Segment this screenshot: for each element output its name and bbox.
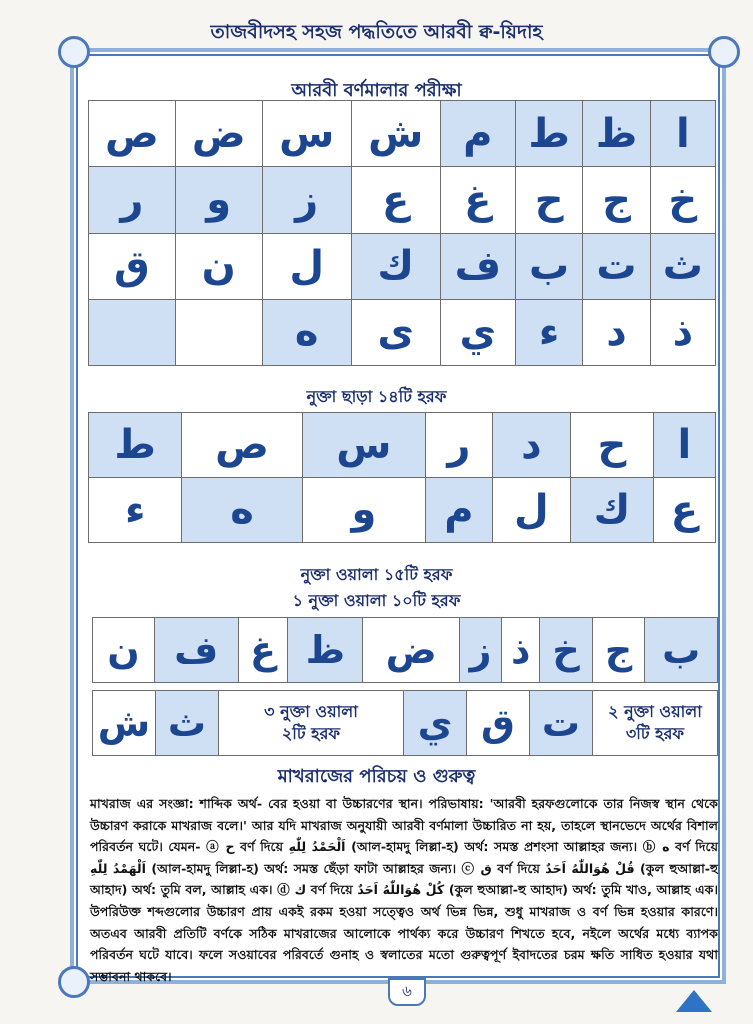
letter-cell: ء bbox=[89, 478, 182, 543]
section-title-dotted: নুক্তা ওয়ালা ১৫টি হরফ bbox=[300, 565, 453, 584]
alphabet-table bbox=[88, 100, 716, 366]
book-header: তাজবীদসহ সহজ পদ্ধতিতে আরবী ক্ব-য়িদাহ bbox=[210, 21, 543, 43]
letter-cell: ء bbox=[515, 299, 582, 365]
letter-cell: و bbox=[302, 478, 425, 543]
label-line: ২টি হরফ bbox=[281, 724, 341, 743]
letter-cell: ن bbox=[175, 233, 262, 299]
letter-cell: ط bbox=[515, 101, 582, 167]
corner-ornament bbox=[58, 36, 90, 68]
letter-cell: ش bbox=[93, 691, 156, 756]
letter-cell: س bbox=[302, 413, 425, 478]
letter-cell: ي bbox=[440, 299, 515, 365]
table-row bbox=[93, 618, 718, 683]
label-line: ২ নুক্তা ওয়ালা bbox=[608, 702, 702, 721]
letter-cell bbox=[175, 299, 262, 365]
letter-cell: ط bbox=[89, 413, 182, 478]
letter-cell: غ bbox=[440, 167, 515, 233]
letter-cell: م bbox=[440, 101, 515, 167]
letter-cell: ه bbox=[182, 478, 302, 543]
letter-cell: ل bbox=[262, 233, 351, 299]
corner-ornament bbox=[708, 36, 740, 68]
letter-cell: ق bbox=[467, 691, 530, 756]
table-row bbox=[89, 299, 716, 365]
letter-cell: ش bbox=[351, 101, 440, 167]
letter-cell: ظ bbox=[288, 618, 363, 683]
letter-cell: ح bbox=[571, 413, 654, 478]
label-line: ৩ নুক্তা ওয়ালা bbox=[264, 702, 358, 721]
letter-cell: ج bbox=[592, 618, 645, 683]
no-dot-letters-table bbox=[88, 412, 716, 543]
letter-cell: ص bbox=[182, 413, 302, 478]
letter-cell bbox=[89, 299, 176, 365]
table-row bbox=[89, 233, 716, 299]
table-row bbox=[89, 167, 716, 233]
letter-cell: ى bbox=[351, 299, 440, 365]
letter-cell: ل bbox=[492, 478, 570, 543]
letter-cell: ه bbox=[262, 299, 351, 365]
table-row bbox=[89, 413, 716, 478]
letter-cell: ذ bbox=[650, 299, 715, 365]
letter-cell: ت bbox=[530, 691, 593, 756]
multi-dot-letters-table bbox=[92, 690, 718, 756]
three-dot-label bbox=[219, 691, 404, 756]
letter-cell: ذ bbox=[502, 618, 540, 683]
letter-cell: ف bbox=[440, 233, 515, 299]
letter-cell: ا bbox=[653, 413, 715, 478]
letter-cell: ا bbox=[650, 101, 715, 167]
table-row bbox=[89, 101, 716, 167]
letter-cell: ك bbox=[571, 478, 654, 543]
letter-cell: س bbox=[262, 101, 351, 167]
letter-cell: ي bbox=[404, 691, 467, 756]
letter-cell: ز bbox=[459, 618, 501, 683]
letter-cell: ن bbox=[93, 618, 155, 683]
table-row bbox=[89, 478, 716, 543]
letter-cell: ض bbox=[175, 101, 262, 167]
letter-cell: ح bbox=[515, 167, 582, 233]
letter-cell: ك bbox=[351, 233, 440, 299]
letter-cell: ف bbox=[154, 618, 238, 683]
letter-cell: د bbox=[492, 413, 570, 478]
letter-cell: و bbox=[175, 167, 262, 233]
letter-cell: خ bbox=[650, 167, 715, 233]
letter-cell: ظ bbox=[583, 101, 650, 167]
publisher-logo bbox=[676, 990, 712, 1012]
letter-cell: غ bbox=[238, 618, 288, 683]
section-title-makhraj: মাখরাজের পরিচয় ও গুরুত্ব bbox=[277, 766, 476, 787]
letter-cell: ث bbox=[650, 233, 715, 299]
letter-cell: ج bbox=[583, 167, 650, 233]
letter-cell: خ bbox=[540, 618, 593, 683]
section-subtitle-one-dot: ১ নুক্তা ওয়ালা ১০টি হরফ bbox=[292, 591, 461, 610]
letter-cell: ع bbox=[351, 167, 440, 233]
letter-cell: د bbox=[583, 299, 650, 365]
corner-ornament bbox=[58, 966, 90, 998]
label-line: ৩টি হরফ bbox=[625, 724, 685, 743]
letter-cell: ق bbox=[89, 233, 176, 299]
letter-cell: ر bbox=[89, 167, 176, 233]
letter-cell: م bbox=[426, 478, 493, 543]
letter-cell: ب bbox=[515, 233, 582, 299]
page-number: ৬ bbox=[388, 978, 426, 1006]
letter-cell: ص bbox=[89, 101, 176, 167]
one-dot-letters-table bbox=[92, 617, 718, 683]
makhraj-paragraph: মাখরাজ এর সংজ্ঞা: শাব্দিক অর্থ- বের হওয়া বা উচ্চারণের স্থান। পরিভাষায়: 'আরবী হরফগুলোকে তার নিজস্ব স্থান থেকে উচ্চারণ করাকে মাখরাজ বলে।' আর যদি মাখরাজ অনুযায়ী আরবী বর্ণমালা উচ্চারিত না হয়, তাহলে স্থানভেদে অর্থের বিশাল পরিবর্তন ঘটে। যেমন- ⓐ ح বর্ণ দিয়ে اَلْحَمْدُ لِلّٰهِ (আল-হামদু লিল্লা-হ) অর্থ: সমস্ত প্রশংসা আল্লাহর জন্য। ⓑ ه বর্ণ দিয়ে اَلْهَمْدُ لِلّٰهِ (আল-হামদু লিল্লা-হ) অর্থ: সমস্ত ছেঁড়া ফাটা আল্লাহর জন্য। ⓒ ق বর্ণ দিয়ে قُلْ هُوَاللّٰهُ اَحَدٌ (কুল হুআল্লা-হু আহাদ) অর্থ: তুমি বল, আল্লাহ এক। ⓓ ك বর্ণ দিয়ে كُلْ هُوَاللّٰهُ اَحَدٌ (কুল হুআল্লা-হু আহাদ) অর্থ: তুমি খাও, আল্লাহ এক। উপরিউক্ত শব্দগুলোর উচ্চারণ প্রায় একই রকম হওয়া সত্ত্বেও অর্থ ভিন্ন ভিন্ন, শুধু মাখরাজ ও বর্ণ ভিন্ন হওয়ার কারণে। অতএব আরবী প্রতিটি বর্ণকে সঠিক মাখরাজের আলোকে পার্থক্য করে উচ্চারণ শিখতে হবে, নইলে অর্থের মধ্যে ব্যাপক পরিবর্তন ঘটে যাবে। ফলে সওয়াবের পরিবর্তে গুনাহ ও স্বলাতের মতো গুরুত্বপূর্ণ ইবাদতের চরম ক্ষতি সাধিত হওয়ার যথা সম্ভাবনা থাকবে। bbox=[90, 796, 718, 984]
letter-cell: ر bbox=[426, 413, 493, 478]
letter-cell: ب bbox=[645, 618, 718, 683]
letter-cell: ع bbox=[653, 478, 715, 543]
two-dot-label bbox=[593, 691, 718, 756]
letter-cell: ث bbox=[156, 691, 219, 756]
letter-cell: ت bbox=[583, 233, 650, 299]
section-title-alphabet-test: আরবী বর্ণমালার পরীক্ষা bbox=[291, 80, 462, 101]
section-title-no-dots: নুক্তা ছাড়া ১৪টি হরফ bbox=[306, 387, 447, 406]
letter-cell: ض bbox=[363, 618, 460, 683]
letter-cell: ز bbox=[262, 167, 351, 233]
